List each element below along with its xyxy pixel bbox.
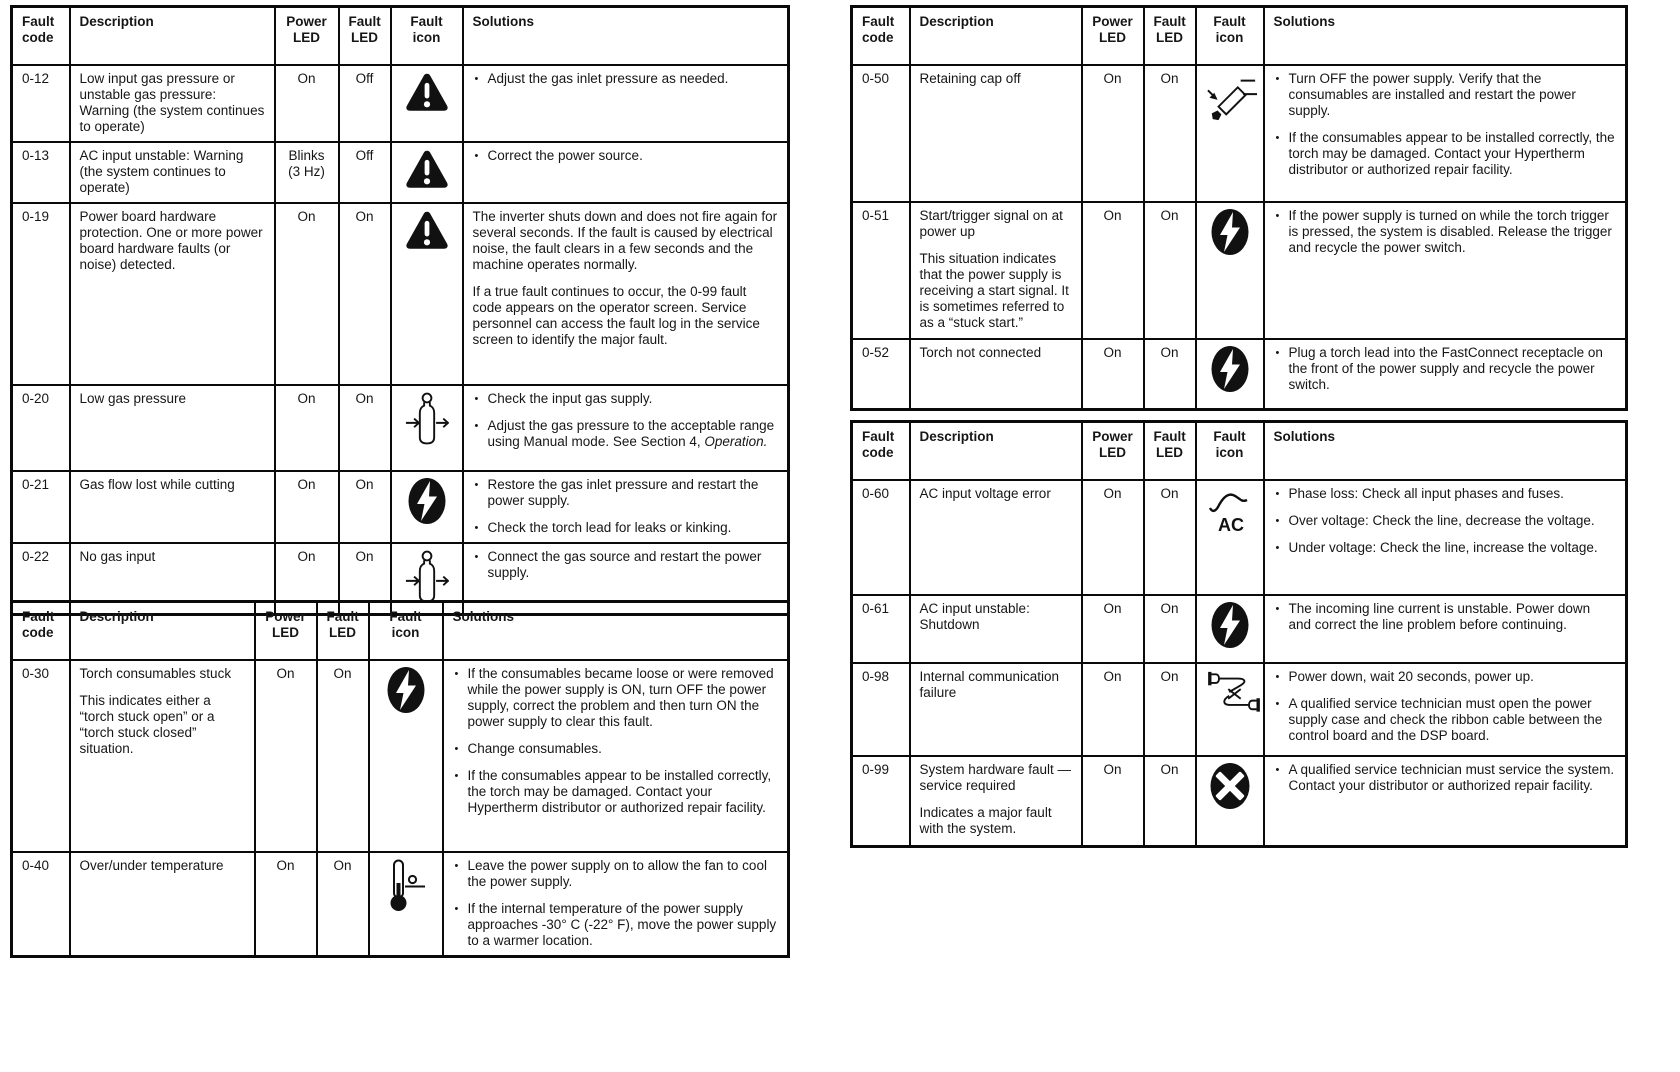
bullet-marker: • (1275, 515, 1280, 527)
description-cell (70, 852, 255, 957)
fault-table-left-top (10, 5, 790, 616)
solution-bullet-item (473, 148, 779, 164)
solution-bullet-item (453, 741, 779, 757)
power-led-cell: On (255, 660, 317, 852)
solutions-cell (463, 203, 789, 385)
x-circle-icon (1209, 762, 1251, 777)
thermometer-icon (385, 858, 427, 873)
power-led-cell: Blinks (3 Hz) (275, 142, 339, 203)
solution-text: Change consumables. (467, 741, 602, 756)
description-paragraph: Gas flow lost while cutting (79, 477, 235, 492)
fault-icon-cell (391, 203, 463, 385)
fault-icon-cell (391, 65, 463, 142)
column-header-fault-code: Fault code (12, 602, 70, 661)
solutions-cell (1264, 480, 1627, 595)
column-header-fault-icon: Fault icon (369, 602, 443, 661)
solution-text: Phase loss: Check all input phases and fuses. (1288, 486, 1564, 501)
description-cell (910, 595, 1082, 663)
solution-text: Turn OFF the power supply. Verify that the consumables are installed and restart the power supply. (1288, 71, 1576, 118)
fault-led-cell: On (339, 543, 391, 615)
column-header-fault-icon: Fault icon (1196, 7, 1264, 66)
solution-text-italic: Operation. (704, 434, 768, 449)
fault-icon-cell (1196, 202, 1264, 339)
description-cell (910, 202, 1082, 339)
fault-code-cell: 0-19 (12, 203, 70, 385)
description-paragraph: AC input unstable: Warning (the system continues to operate) (79, 148, 244, 195)
bullet-marker: • (1275, 764, 1280, 776)
solution-bullet-item (453, 901, 779, 949)
description-paragraph: Power board hardware protection. One or more power board hardware faults (or noise) detected. (79, 209, 263, 272)
bullet-marker: • (1275, 347, 1280, 359)
solution-text: The incoming line current is unstable. Power down and correct the line problem before continuing. (1288, 601, 1591, 632)
fault-row (12, 471, 789, 543)
column-header-description: Description (910, 422, 1082, 481)
column-header-fault-led: Fault LED (1144, 7, 1196, 66)
power-led-cell: On (1082, 480, 1144, 595)
fault-code-cell: 0-22 (12, 543, 70, 615)
solutions-cell (463, 65, 789, 142)
fault-row (12, 660, 789, 852)
fault-table-right-top (850, 5, 1628, 411)
warning-triangle-icon (404, 148, 450, 163)
solutions-cell (443, 660, 789, 852)
description-paragraph: Torch consumables stuck (79, 666, 232, 681)
fault-code-cell: 0-60 (852, 480, 910, 595)
solution-text: A qualified service technician must service the system. Contact your distributor or authorized repair facility. (1288, 762, 1615, 793)
bullet-marker: • (474, 479, 479, 491)
solution-text: Connect the gas source and restart the power supply. (487, 549, 762, 580)
solutions-cell (1264, 202, 1627, 339)
power-led-cell: On (275, 543, 339, 615)
fault-icon-cell (1196, 663, 1264, 756)
solutions-cell (463, 471, 789, 543)
solution-bullet-item (473, 71, 779, 87)
bullet-marker: • (474, 73, 479, 85)
power-led-cell: On (275, 471, 339, 543)
solution-text: Check the torch lead for leaks or kinking. (487, 520, 732, 535)
fault-led-cell: On (339, 203, 391, 385)
column-header-fault-code: Fault code (852, 7, 910, 66)
fault-icon-cell (1196, 65, 1264, 202)
bullet-marker: • (1275, 603, 1280, 615)
warning-triangle-icon (404, 209, 450, 224)
fault-table-left-bottom (10, 600, 790, 958)
description-cell (70, 471, 275, 543)
solution-bullet-item (473, 549, 779, 581)
description-paragraph: AC input unstable: Shutdown (919, 601, 1030, 632)
bullet-marker: • (474, 420, 479, 432)
description-paragraph: Start/trigger signal on at power up (919, 208, 1063, 239)
description-paragraph: Internal communication failure (919, 669, 1060, 700)
solution-bullet-item (1274, 345, 1617, 393)
bullet-marker: • (1275, 542, 1280, 554)
solution-text: Correct the power source. (487, 148, 643, 163)
description-cell (910, 480, 1082, 595)
fault-icon-cell (369, 660, 443, 852)
fault-led-cell: On (339, 385, 391, 471)
fault-icon-cell (1196, 339, 1264, 409)
fault-icon-cell (391, 385, 463, 471)
fault-icon-cell (391, 142, 463, 203)
solution-text: Under voltage: Check the line, increase the voltage. (1288, 540, 1598, 555)
column-header-description: Description (70, 602, 255, 661)
description-cell (910, 65, 1082, 202)
bullet-marker: • (454, 770, 459, 782)
gas-cylinder-icon (405, 549, 449, 564)
solution-text: If the power supply is turned on while the torch trigger is pressed, the system is disabled. Release the trigger and recycle the power switch. (1288, 208, 1612, 255)
fault-led-cell: On (1144, 595, 1196, 663)
description-cell (910, 663, 1082, 756)
fault-led-cell: On (339, 471, 391, 543)
column-header-description: Description (910, 7, 1082, 66)
fault-row (852, 480, 1627, 595)
fault-code-cell: 0-50 (852, 65, 910, 202)
fault-code-cell: 0-30 (12, 660, 70, 852)
ribbon-cable-icon (1206, 669, 1262, 684)
description-paragraph: System hardware fault — service required (919, 762, 1072, 793)
solution-bullet-item (473, 520, 779, 536)
solution-bullet-item (1274, 513, 1617, 529)
bullet-marker: • (474, 393, 479, 405)
solution-bullet-item (1274, 208, 1617, 256)
fault-row (852, 202, 1627, 339)
solutions-cell (1264, 339, 1627, 409)
fault-table-right-bottom (850, 420, 1628, 848)
solutions-cell (1264, 595, 1627, 663)
power-led-cell: On (255, 852, 317, 957)
column-header-solutions: Solutions (463, 7, 789, 66)
solution-bullet-item (453, 666, 779, 730)
fault-led-cell: On (1144, 65, 1196, 202)
solution-bullet-item (453, 858, 779, 890)
description-paragraph: This indicates either a “torch stuck open” or a “torch stuck closed” situation. (79, 693, 215, 756)
column-header-fault-code: Fault code (12, 7, 70, 66)
fault-row (12, 385, 789, 471)
lightning-circle-icon (1210, 345, 1250, 360)
column-header-fault-code: Fault code (852, 422, 910, 481)
description-cell (70, 660, 255, 852)
fault-code-cell: 0-21 (12, 471, 70, 543)
bullet-marker: • (454, 743, 459, 755)
fault-led-cell: On (1144, 663, 1196, 756)
description-paragraph: Retaining cap off (919, 71, 1021, 86)
description-paragraph: AC input voltage error (919, 486, 1051, 501)
description-cell (70, 65, 275, 142)
description-paragraph: No gas input (79, 549, 156, 564)
description-cell (70, 385, 275, 471)
solutions-cell (463, 385, 789, 471)
power-led-cell: On (1082, 65, 1144, 202)
power-led-cell: On (275, 203, 339, 385)
fault-code-cell: 0-61 (852, 595, 910, 663)
column-header-fault-led: Fault LED (1144, 422, 1196, 481)
column-header-power-led: Power LED (255, 602, 317, 661)
fault-code-cell: 0-13 (12, 142, 70, 203)
column-header-description: Description (70, 7, 275, 66)
solution-text: If the consumables appear to be installed correctly, the torch may be damaged. Contact your Hypertherm distributor or authorized repair facility. (467, 768, 772, 815)
column-header-power-led: Power LED (1082, 422, 1144, 481)
power-led-cell: On (275, 65, 339, 142)
fault-icon-cell (1196, 595, 1264, 663)
power-led-cell: On (1082, 339, 1144, 409)
column-header-solutions: Solutions (1264, 422, 1627, 481)
solution-text: Power down, wait 20 seconds, power up. (1288, 669, 1534, 684)
column-header-power-led: Power LED (275, 7, 339, 66)
bullet-marker: • (1275, 132, 1280, 144)
fault-row (12, 852, 789, 957)
fault-icon-cell (369, 852, 443, 957)
fault-code-cell: 0-98 (852, 663, 910, 756)
bullet-marker: • (454, 668, 459, 680)
fault-code-cell: 0-40 (12, 852, 70, 957)
description-paragraph: Over/under temperature (79, 858, 224, 873)
column-header-solutions: Solutions (1264, 7, 1627, 66)
fault-code-cell: 0-52 (852, 339, 910, 409)
fault-table-right-bottom (850, 420, 1628, 848)
solution-bullet-item (1274, 669, 1617, 685)
solution-paragraph (473, 209, 779, 273)
power-led-cell: On (1082, 663, 1144, 756)
sine-ac-icon (1207, 486, 1253, 535)
solutions-cell (1264, 756, 1627, 846)
fault-row (852, 595, 1627, 663)
solution-bullet-item (473, 391, 779, 407)
column-header-solutions: Solutions (443, 602, 789, 661)
fault-led-cell: Off (339, 65, 391, 142)
solution-text: If the internal temperature of the power supply approaches -30° C (-22° F), move the power supply to a warmer location. (467, 901, 777, 948)
solution-text: Adjust the gas pressure to the acceptable range using Manual mode. See Section 4, (487, 418, 775, 449)
solution-bullet-item (473, 477, 779, 509)
fault-row (12, 65, 789, 142)
solution-bullet-item (1274, 696, 1617, 744)
solution-bullet-item (1274, 762, 1617, 794)
bullet-marker: • (1275, 488, 1280, 500)
column-header-fault-led: Fault LED (317, 602, 369, 661)
lightning-circle-icon (1210, 601, 1250, 616)
description-cell (70, 203, 275, 385)
solution-text: Restore the gas inlet pressure and restart the power supply. (487, 477, 759, 508)
fault-code-cell: 0-51 (852, 202, 910, 339)
solution-text: Leave the power supply on to allow the fan to cool the power supply. (467, 858, 767, 889)
solutions-cell (1264, 663, 1627, 756)
fault-icon-cell (1196, 756, 1264, 846)
lightning-circle-icon (386, 666, 426, 681)
solution-bullet-item (1274, 71, 1617, 119)
gas-cylinder-icon (405, 391, 449, 406)
fault-led-cell: On (317, 852, 369, 957)
fault-code-cell: 0-12 (12, 65, 70, 142)
retaining-cap-icon (1206, 71, 1258, 86)
power-led-cell: On (275, 385, 339, 471)
power-led-cell: On (1082, 595, 1144, 663)
fault-row (12, 142, 789, 203)
fault-led-cell: On (1144, 480, 1196, 595)
warning-triangle-icon (404, 71, 450, 86)
solution-text: If the consumables appear to be installed correctly, the torch may be damaged. Contact your Hypertherm distributor or authorized repair facility. (1288, 130, 1615, 177)
solution-bullet-item (1274, 540, 1617, 556)
solution-text: The inverter shuts down and does not fire again for several seconds. If the fault is caused by electrical noise, the fault clears in a few seconds and the machine operates normally. (472, 209, 778, 272)
fault-row (12, 203, 789, 385)
solutions-cell (443, 852, 789, 957)
solution-text: If the consumables became loose or were removed while the power supply is ON, turn OFF the power supply, correct the problem and then turn ON the power supply to clear this fault. (467, 666, 774, 729)
description-paragraph: Low gas pressure (79, 391, 187, 406)
bullet-marker: • (474, 150, 479, 162)
fault-row (852, 756, 1627, 846)
fault-led-cell: Off (339, 142, 391, 203)
solution-text: If a true fault continues to occur, the 0-99 fault code appears on the operator screen. Service personnel can access the fault log in the service screen to identify the major fault. (472, 284, 760, 347)
solutions-cell (1264, 65, 1627, 202)
solution-bullet-item (1274, 601, 1617, 633)
bullet-marker: • (1275, 73, 1280, 85)
solution-bullet-item (1274, 486, 1617, 502)
column-header-fault-icon: Fault icon (1196, 422, 1264, 481)
solution-bullet-item (1274, 130, 1617, 178)
solution-text: A qualified service technician must open the power supply case and check the ribbon cable between the control board and the DSP board. (1288, 696, 1603, 743)
bullet-marker: • (474, 551, 479, 563)
column-header-power-led: Power LED (1082, 7, 1144, 66)
solution-text: Check the input gas supply. (487, 391, 653, 406)
lightning-circle-icon (1210, 208, 1250, 223)
fault-icon-cell (1196, 480, 1264, 595)
fault-led-cell: On (1144, 756, 1196, 846)
bullet-marker: • (1275, 698, 1280, 710)
description-paragraph: Indicates a major fault with the system. (919, 805, 1052, 836)
description-paragraph: This situation indicates that the power supply is receiving a start signal. It is sometimes referred to as a “stuck start.” (919, 251, 1069, 330)
fault-table-right-top (850, 5, 1628, 411)
fault-table-left-bottom (10, 600, 790, 958)
fault-row (852, 65, 1627, 202)
bullet-marker: • (474, 522, 479, 534)
fault-code-cell: 0-99 (852, 756, 910, 846)
solution-text: Adjust the gas inlet pressure as needed. (487, 71, 729, 86)
description-cell (910, 756, 1082, 846)
svg-text:AC: AC (1217, 515, 1244, 535)
description-cell (70, 142, 275, 203)
bullet-marker: • (1275, 671, 1280, 683)
bullet-marker: • (1275, 210, 1280, 222)
column-header-fault-led: Fault LED (339, 7, 391, 66)
lightning-circle-icon (407, 477, 447, 492)
fault-led-cell: On (1144, 339, 1196, 409)
fault-led-cell: On (1144, 202, 1196, 339)
description-paragraph: Low input gas pressure or unstable gas pressure: Warning (the system continues to operate) (79, 71, 265, 134)
fault-icon-cell (391, 471, 463, 543)
solution-bullet-item (453, 768, 779, 816)
fault-led-cell: On (317, 660, 369, 852)
fault-row (852, 663, 1627, 756)
solution-text: Over voltage: Check the line, decrease the voltage. (1288, 513, 1595, 528)
fault-row (852, 339, 1627, 409)
power-led-cell: On (1082, 202, 1144, 339)
solution-bullet-item (473, 418, 779, 450)
description-cell (910, 339, 1082, 409)
bullet-marker: • (454, 860, 459, 872)
fault-code-cell: 0-20 (12, 385, 70, 471)
solution-text: Plug a torch lead into the FastConnect receptacle on the front of the power supply and recycle the power switch. (1288, 345, 1603, 392)
solution-paragraph (473, 284, 779, 348)
power-led-cell: On (1082, 756, 1144, 846)
column-header-fault-icon: Fault icon (391, 7, 463, 66)
description-paragraph: Torch not connected (919, 345, 1042, 360)
bullet-marker: • (454, 903, 459, 915)
fault-table-left-top (10, 5, 790, 616)
solutions-cell (463, 142, 789, 203)
